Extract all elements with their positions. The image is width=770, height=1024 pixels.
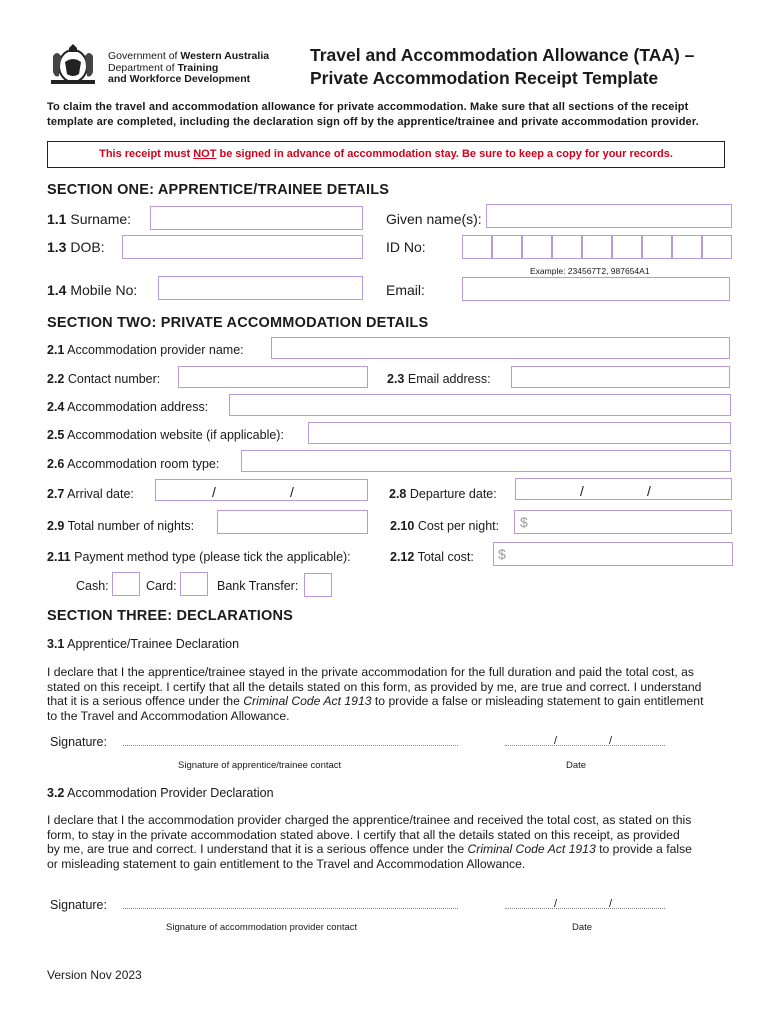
provider-name-field[interactable] bbox=[271, 337, 730, 359]
currency-symbol: $ bbox=[520, 514, 528, 530]
provider-signature-line[interactable] bbox=[123, 908, 458, 909]
trainee-signature-caption: Signature of apprentice/trainee contact bbox=[178, 760, 342, 771]
total-cost-label: 2.12 Total cost: bbox=[390, 550, 474, 564]
date-separator: / bbox=[212, 484, 216, 500]
surname-label: 1.1 Surname: bbox=[47, 211, 132, 227]
cost-per-night-field[interactable] bbox=[514, 510, 732, 534]
bank-transfer-label: Bank Transfer: bbox=[217, 579, 299, 593]
date-separator: / bbox=[290, 484, 294, 500]
id-label: ID No: bbox=[386, 239, 426, 255]
id-example: Example: 234567T2, 987654A1 bbox=[530, 266, 650, 276]
intro-text: To claim the travel and accommodation allowance for private accommodation. Make sure that all sections of the receipt template are completed, including the declaration sign off by the apprentice/trainee and private accommodation provider. bbox=[47, 101, 699, 128]
mobile-label: 1.4 Mobile No: bbox=[47, 282, 138, 298]
dob-label: 1.3 DOB: bbox=[47, 239, 105, 255]
card-checkbox[interactable] bbox=[180, 572, 208, 596]
cash-label: Cash: bbox=[76, 579, 109, 593]
date-separator: / bbox=[647, 483, 651, 499]
date-caption: Date bbox=[572, 922, 593, 933]
contact-number-label: 2.2 Contact number: bbox=[47, 372, 161, 386]
id-char-box[interactable] bbox=[522, 235, 552, 259]
signature-label: Signature: bbox=[50, 898, 107, 912]
date-separator: / bbox=[554, 898, 558, 910]
dob-field[interactable] bbox=[122, 235, 363, 259]
id-char-box[interactable] bbox=[552, 235, 582, 259]
provider-name-label: 2.1 Accommodation provider name: bbox=[47, 343, 244, 357]
trainee-declaration-text: I declare that I the apprentice/trainee stayed in the private accommodation for the full duration and paid the total cost, as stated on this receipt. I certify that all the details stated on this form, as provided by me, are true and correct. I understand that it is a serious offence under the Criminal Code Act 1913 to provide a false or misleading statement to gain entitlement to the Travel and Accommodation Allowance. bbox=[47, 665, 704, 723]
date-caption: Date bbox=[566, 760, 587, 771]
card-label: Card: bbox=[146, 579, 177, 593]
total-nights-field[interactable] bbox=[217, 510, 368, 534]
provider-signature-caption: Signature of accommodation provider contact bbox=[166, 922, 358, 933]
website-field[interactable] bbox=[308, 422, 731, 444]
id-char-box[interactable] bbox=[642, 235, 672, 259]
arrival-date-label: 2.7 Arrival date: bbox=[47, 487, 134, 501]
department-name: Government of Western Australia Department of Training and Workforce Development bbox=[108, 50, 270, 85]
trainee-declaration-title: 3.1 Apprentice/Trainee Declaration bbox=[47, 637, 240, 651]
arrival-date-field[interactable] bbox=[155, 479, 368, 501]
page-title: Travel and Accommodation Allowance (TAA) – Private Accommodation Receipt Template bbox=[310, 45, 695, 88]
date-separator: / bbox=[554, 735, 558, 747]
trainee-signature-line[interactable] bbox=[123, 745, 458, 746]
surname-field[interactable] bbox=[150, 206, 363, 230]
id-char-box[interactable] bbox=[582, 235, 612, 259]
mobile-field[interactable] bbox=[158, 276, 363, 300]
cash-checkbox[interactable] bbox=[112, 572, 140, 596]
email-address-label: 2.3 Email address: bbox=[387, 372, 491, 386]
id-char-box[interactable] bbox=[462, 235, 492, 259]
room-type-label: 2.6 Accommodation room type: bbox=[47, 457, 220, 471]
accommodation-address-field[interactable] bbox=[229, 394, 731, 416]
signature-label: Signature: bbox=[50, 735, 107, 749]
email-label: Email: bbox=[386, 282, 425, 298]
cost-per-night-label: 2.10 Cost per night: bbox=[390, 519, 500, 533]
date-separator: / bbox=[609, 735, 613, 747]
wa-crest-logo bbox=[47, 42, 99, 88]
currency-symbol: $ bbox=[498, 546, 506, 562]
total-nights-label: 2.9 Total number of nights: bbox=[47, 519, 195, 533]
trainee-date-line[interactable] bbox=[505, 745, 665, 746]
date-separator: / bbox=[580, 483, 584, 499]
room-type-field[interactable] bbox=[241, 450, 731, 472]
id-char-box[interactable] bbox=[702, 235, 732, 259]
given-name-field[interactable] bbox=[486, 204, 732, 228]
bank-transfer-checkbox[interactable] bbox=[304, 573, 332, 597]
website-label: 2.5 Accommodation website (if applicable): bbox=[47, 428, 284, 442]
total-cost-field[interactable] bbox=[493, 542, 733, 566]
payment-method-label: 2.11 Payment method type (please tick the applicable): bbox=[47, 550, 351, 564]
id-char-box[interactable] bbox=[672, 235, 702, 259]
section-one-heading: SECTION ONE: APPRENTICE/TRAINEE DETAILS bbox=[47, 182, 390, 198]
email-field[interactable] bbox=[462, 277, 730, 301]
warning-box: This receipt must NOT be signed in advance of accommodation stay. Be sure to keep a copy for your records. bbox=[47, 141, 725, 168]
date-separator: / bbox=[609, 898, 613, 910]
version-label: Version Nov 2023 bbox=[47, 968, 142, 982]
email-address-field[interactable] bbox=[511, 366, 730, 388]
provider-declaration-text: I declare that I the accommodation provider charged the apprentice/trainee and received the total cost, as stated on this form, to stay in the private accommodation stated above. I certify that all the details stated on this receipt, as provided by me, are true and correct. I understand that it is a serious offence under the Criminal Code Act 1913 to provide a false or misleading statement to gain entitlement to the Travel and Accommodation Allowance. bbox=[47, 813, 692, 871]
given-name-label: Given name(s): bbox=[386, 211, 482, 227]
section-two-heading: SECTION TWO: PRIVATE ACCOMMODATION DETAILS bbox=[47, 315, 429, 331]
departure-date-field[interactable] bbox=[515, 478, 732, 500]
id-char-box[interactable] bbox=[612, 235, 642, 259]
contact-number-field[interactable] bbox=[178, 366, 368, 388]
accommodation-address-label: 2.4 Accommodation address: bbox=[47, 400, 209, 414]
section-three-heading: SECTION THREE: DECLARATIONS bbox=[47, 608, 293, 624]
departure-date-label: 2.8 Departure date: bbox=[389, 487, 497, 501]
id-char-box[interactable] bbox=[492, 235, 522, 259]
provider-declaration-title: 3.2 Accommodation Provider Declaration bbox=[47, 786, 274, 800]
provider-date-line[interactable] bbox=[505, 908, 665, 909]
